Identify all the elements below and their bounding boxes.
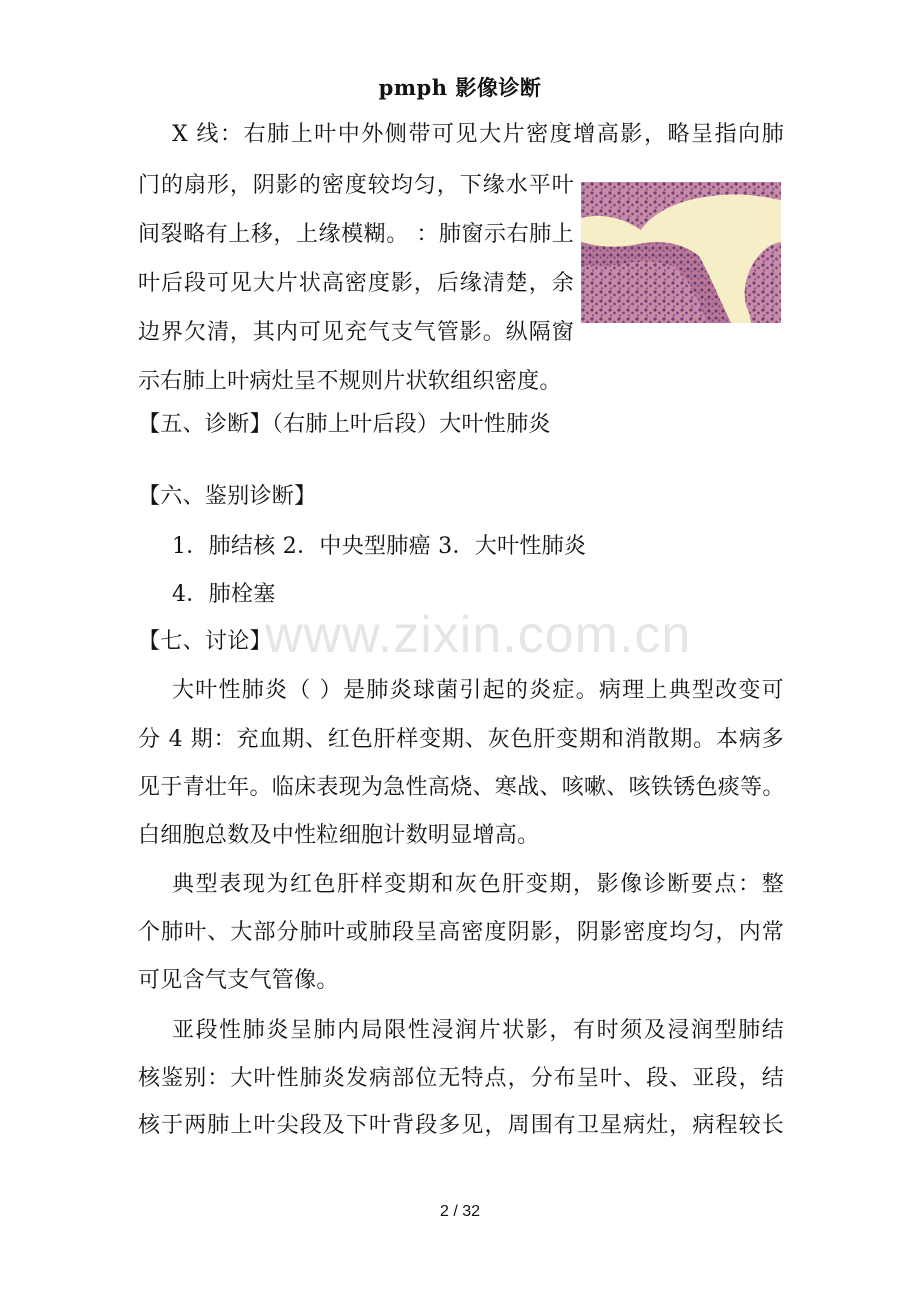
discussion-p1-line-4: 白细胞总数及中性粒细胞计数明显增高。: [138, 823, 540, 848]
discussion-p2-line-1: 典型表现为红色肝样变期和灰色肝变期，影像诊断要点：整: [172, 872, 784, 897]
discussion-heading: 【七、讨论】: [138, 629, 272, 654]
discussion-p2-line-2: 个肺叶、大部分肺叶或肺段呈高密度阴影，阴影密度均匀，内常: [138, 920, 784, 945]
discussion-p3-line-1: 亚段性肺炎呈肺内局限性浸润片状影，有时须及浸润型肺结: [172, 1018, 784, 1043]
histology-image: [581, 182, 781, 323]
xray-line-3: 间裂略有上移，上缘模糊。 ：肺窗示右肺上: [138, 222, 574, 247]
xray-line-6: 示右肺上叶病灶呈不规则片状软组织密度。: [138, 369, 562, 394]
discussion-p3-line-3: 核于两肺上叶尖段及下叶背段多见，周围有卫星病灶，病程较长: [138, 1113, 784, 1138]
page-number: 2 / 32: [439, 1203, 481, 1220]
xray-line-1: X 线：右肺上叶中外侧带可见大片密度增高影，略呈指向肺: [172, 122, 784, 147]
discussion-p1-line-1: 大叶性肺炎（ ）是肺炎球菌引起的炎症。病理上典型改变可: [172, 678, 784, 703]
diagnosis-heading: 【五、诊断】（右肺上叶后段）大叶性肺炎: [138, 412, 551, 437]
xray-line-2: 门的扇形，阴影的密度较均匀，下缘水平叶: [138, 173, 574, 198]
xray-line-4: 叶后段可见大片状高密度影，后缘清楚，余: [138, 271, 574, 296]
page-title: pmph 影像诊断: [378, 75, 542, 100]
discussion-p3-line-2: 核鉴别：大叶性肺炎发病部位无特点，分布呈叶、段、亚段，结: [138, 1066, 784, 1091]
discussion-p1-line-3: 见于青壮年。临床表现为急性高烧、寒战、咳嗽、咳铁锈色痰等。: [138, 775, 785, 800]
discussion-p2-line-3: 可见含气支气管像。: [138, 968, 339, 993]
discussion-p1-line-2: 分 4 期：充血期、红色肝样变期、灰色肝变期和消散期。本病多: [138, 727, 784, 752]
watermark: www.zixin.com.cn: [265, 606, 692, 664]
differential-heading: 【六、鉴别诊断】: [138, 484, 317, 509]
xray-line-5: 边界欠清，其内可见充气支气管影。纵隔窗: [138, 320, 574, 345]
differential-items-2: 4．肺栓塞: [172, 582, 276, 607]
differential-items-1: 1．肺结核 2．中央型肺癌 3．大叶性肺炎: [172, 534, 587, 559]
